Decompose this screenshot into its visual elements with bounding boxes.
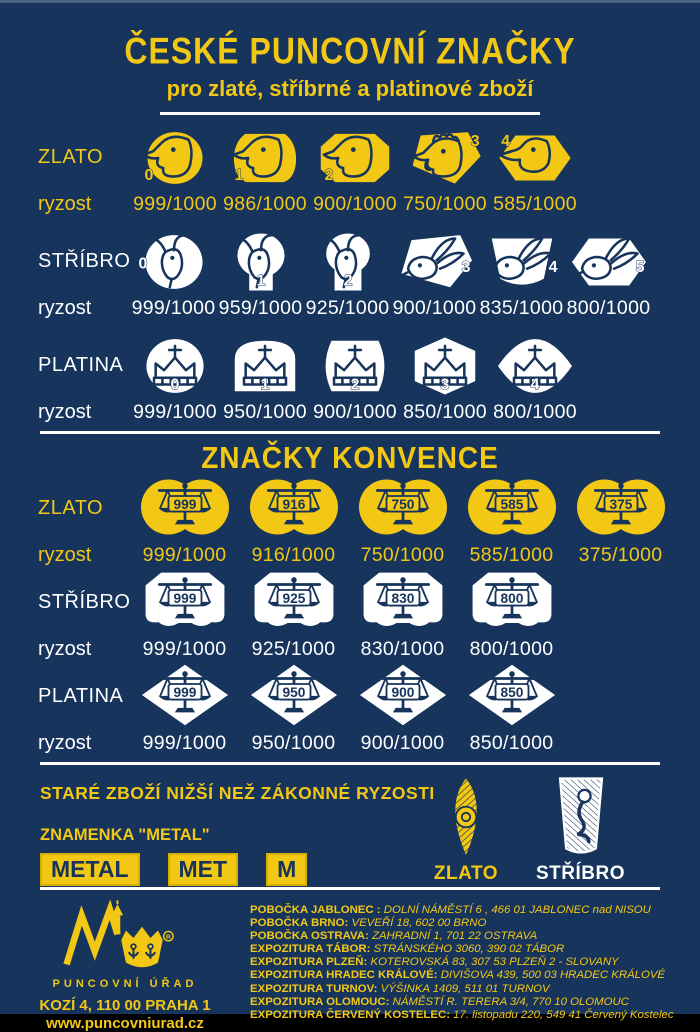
mark-number: 2: [324, 166, 334, 184]
stamp-box: [246, 570, 342, 634]
mark-cell: [478, 229, 565, 323]
mark-cell: [220, 125, 310, 219]
konvence-marks-table: [0, 476, 700, 758]
fineness-value: 900/1000: [360, 731, 445, 754]
old-silver-label: STŘÍBRO: [536, 863, 625, 884]
stamp-box: [393, 229, 477, 293]
hallmark-eagle-head-stamp: [313, 127, 397, 189]
hallmark-crown-stamp: [403, 335, 487, 397]
stamp-box: [355, 476, 451, 540]
stamp-box: [137, 570, 233, 634]
mark-cell: [239, 476, 348, 570]
hallmark-row-stříbro: [38, 219, 700, 323]
branch-address: VÝŠINKA 1409, 511 01 TURNOV: [380, 982, 550, 995]
hallmark-scales-stamp: [355, 662, 451, 728]
metal-mark-box: MET: [168, 853, 239, 886]
branch-list: [250, 896, 674, 1032]
row-labels: [38, 570, 130, 664]
mark-cell: [239, 570, 348, 664]
stamp-box: [493, 333, 577, 397]
branch-address: KOTEROVSKÁ 83, 307 53 PLZEŇ 2 - SLOVANY: [370, 956, 619, 969]
stamp-box: [480, 229, 564, 293]
fineness-value: 999/1000: [131, 296, 216, 319]
branch-item: [250, 917, 674, 930]
mark-number: 3: [470, 133, 480, 151]
hallmark-goat-head-stamp: [219, 231, 303, 293]
hallmark-crown-stamp: [493, 335, 577, 397]
section-divider: [40, 431, 660, 434]
mark-number: 800: [500, 590, 523, 606]
mark-cell: [217, 229, 304, 323]
hallmark-cells: [130, 229, 652, 323]
stamp-box: [464, 570, 560, 634]
fineness-value: 986/1000: [223, 192, 307, 215]
hallmark-hare-head-stamp: [480, 231, 564, 293]
branch-address: DOLNÍ NÁMĚSTÍ 6 , 466 01 JABLONEC nad NISOU: [383, 904, 651, 916]
hallmark-duck-head-stamp: [493, 127, 577, 189]
hallmark-hare-head-stamp: [567, 231, 651, 293]
mark-cell: [348, 476, 457, 570]
silver-trapezoid-stamp-icon: [550, 775, 612, 859]
mark-number: 4: [548, 259, 558, 277]
mark-number: 999: [173, 684, 196, 700]
hallmark-crown-stamp: [133, 335, 217, 397]
row-labels: [38, 333, 130, 427]
hallmark-row-stříbro: [38, 570, 700, 664]
metal-mark-box: METAL: [40, 853, 140, 886]
gold-marquise-stamp-icon: [437, 775, 495, 859]
hallmark-scales-stamp: [464, 474, 560, 540]
stamp-box: [306, 229, 390, 293]
section-divider: [40, 762, 660, 765]
mark-number: 900: [391, 684, 414, 700]
mark-cell: [310, 125, 400, 219]
old-gold-mark: [434, 775, 498, 885]
org-address: KOZÍ 4, 110 00 PRAHA 1: [39, 997, 211, 1014]
branch-item: [250, 969, 674, 982]
mark-number: 999: [173, 496, 196, 512]
hallmark-eagle-head-stamp: [223, 127, 307, 189]
page-subtitle: pro zlaté, stříbrné a platinové zboží: [166, 76, 534, 101]
mark-number: 2: [350, 376, 360, 394]
hallmark-scales-stamp: [246, 568, 342, 634]
mark-number: 925: [282, 590, 305, 606]
fineness-value: 950/1000: [251, 731, 336, 754]
svg-text:R: R: [165, 934, 171, 941]
mark-cell: [400, 333, 490, 427]
stamp-box: [464, 664, 560, 728]
page-title: ČESKÉ PUNCOVNÍ ZNAČKY: [124, 30, 576, 72]
stamp-box: [223, 333, 307, 397]
branch-name: EXPOZITURA OLOMOUC:: [250, 995, 390, 1008]
fineness-value: 916/1000: [251, 543, 336, 566]
metal-row-label: STŘÍBRO: [38, 249, 131, 272]
stamp-box: [223, 125, 307, 189]
hallmark-scales-stamp: [137, 474, 233, 540]
metal-row-label: PLATINA: [38, 684, 124, 707]
branch-address: VEVEŘÍ 18, 602 00 BRNO: [351, 917, 487, 930]
fineness-value: 950/1000: [223, 400, 307, 423]
konvence-title: ZNAČKY KONVENCE: [201, 440, 499, 475]
fineness-value: 999/1000: [133, 192, 217, 215]
branch-item: [250, 930, 674, 943]
stamp-box: [137, 476, 233, 540]
branch-item: [250, 1009, 674, 1022]
hallmark-row-platina: [38, 664, 700, 758]
hallmark-cells: [130, 476, 675, 570]
metal-subheading: ZNAMENKA "METAL": [40, 826, 210, 844]
stamp-box: [313, 125, 397, 189]
fineness-value: 959/1000: [218, 296, 303, 319]
assay-office-identity: [0, 896, 250, 1032]
hallmark-scales-stamp: [355, 568, 451, 634]
hallmark-cells: [130, 125, 580, 219]
hallmark-crown-stamp: [313, 335, 397, 397]
fineness-value: 925/1000: [305, 296, 390, 319]
ryzost-label: ryzost: [38, 637, 92, 660]
row-labels: [38, 125, 130, 219]
mark-number: 1: [260, 376, 270, 394]
header: [0, 3, 700, 115]
branch-item: [250, 943, 674, 956]
fineness-value: 375/1000: [578, 543, 663, 566]
fineness-value: 585/1000: [469, 543, 554, 566]
stamp-box: [403, 125, 487, 189]
mark-cell: [130, 125, 220, 219]
ryzost-label: ryzost: [38, 731, 92, 754]
fineness-value: 830/1000: [360, 637, 445, 660]
branch-address: ZAHRADNÍ 1, 701 22 OSTRAVA: [371, 930, 538, 943]
branch-name: POBOČKA JABLONEC :: [250, 904, 381, 916]
branch-name: EXPOZITURA PLZEŇ:: [250, 956, 368, 969]
stamp-box: [246, 476, 342, 540]
hallmark-scales-stamp: [464, 568, 560, 634]
hallmark-cells: [130, 333, 580, 427]
fineness-value: 999/1000: [142, 731, 227, 754]
mark-number: 999: [173, 590, 196, 606]
section-divider: [40, 887, 660, 890]
mark-cell: [490, 125, 580, 219]
mark-number: 585: [500, 496, 523, 512]
fineness-value: 999/1000: [133, 400, 217, 423]
mark-cell: [490, 333, 580, 427]
mark-cell: [391, 229, 478, 323]
mark-cell: [457, 570, 566, 664]
mark-cell: [130, 476, 239, 570]
mark-number: 850: [500, 684, 523, 700]
ryzost-label: ryzost: [38, 400, 92, 423]
org-name: PUNCOVNÍ ÚŘAD: [52, 978, 198, 990]
old-silver-mark: [536, 775, 625, 885]
mark-cell: [130, 570, 239, 664]
old-goods-heading: STARÉ ZBOŽÍ NIŽŠÍ NEŽ ZÁKONNÉ RYZOSTI: [40, 783, 435, 803]
footer: [0, 896, 700, 1032]
stamp-box: [137, 664, 233, 728]
mark-number: 0: [137, 255, 147, 273]
mark-number: 3: [440, 376, 450, 394]
mark-cell: [400, 125, 490, 219]
branch-item: [250, 983, 674, 996]
mark-cell: [457, 664, 566, 758]
fineness-value: 900/1000: [313, 400, 397, 423]
fineness-value: 750/1000: [403, 192, 487, 215]
mark-cell: [310, 333, 400, 427]
metal-row-label: STŘÍBRO: [38, 590, 131, 613]
branch-address: 17. listopadu 220, 549 41 Červený Kostelec: [453, 1008, 674, 1021]
branch-item: [250, 956, 674, 969]
ryzost-label: ryzost: [38, 192, 92, 215]
mark-number: 0: [170, 376, 180, 394]
mark-cell: [130, 333, 220, 427]
row-labels: [38, 229, 130, 323]
fineness-value: 750/1000: [360, 543, 445, 566]
mark-number: 3: [461, 259, 471, 277]
fineness-value: 900/1000: [313, 192, 397, 215]
mark-cell: [566, 476, 675, 570]
mark-number: 950: [282, 684, 305, 700]
metal-row-label: PLATINA: [38, 353, 124, 376]
hallmark-scales-stamp: [137, 568, 233, 634]
fineness-value: 800/1000: [493, 400, 577, 423]
mark-number: 0: [144, 166, 154, 184]
fineness-value: 850/1000: [469, 731, 554, 754]
hallmark-scales-stamp: [137, 662, 233, 728]
mark-number: 4: [501, 133, 511, 151]
mark-number: 2: [343, 272, 352, 290]
fineness-value: 999/1000: [142, 543, 227, 566]
stamp-box: [403, 333, 487, 397]
hallmark-goat-head-stamp: [132, 231, 216, 293]
branch-address: DIVIŠOVA 439, 500 03 HRADEC KRÁLOVÉ: [440, 969, 666, 982]
hallmark-scales-stamp: [464, 662, 560, 728]
branch-name: POBOČKA OSTRAVA:: [250, 930, 369, 943]
mark-number: 375: [609, 496, 632, 512]
assay-office-logo-icon: [59, 902, 191, 976]
hallmark-goat-head-stamp: [306, 231, 390, 293]
mark-number: 5: [635, 259, 645, 277]
national-marks-table: [0, 115, 700, 427]
mark-cell: [304, 229, 391, 323]
mark-number: 830: [391, 590, 414, 606]
hallmark-scales-stamp: [246, 474, 342, 540]
stamp-box: [219, 229, 303, 293]
stamp-box: [464, 476, 560, 540]
branch-name: EXPOZITURA TÁBOR:: [250, 943, 371, 956]
ryzost-label: ryzost: [38, 543, 92, 566]
branch-address: STRÁNSKÉHO 3060, 390 02 TÁBOR: [373, 943, 565, 956]
org-website-link[interactable]: www.puncovniurad.cz: [46, 1015, 204, 1032]
mark-cell: [130, 229, 217, 323]
fineness-value: 800/1000: [469, 637, 554, 660]
stamp-box: [355, 570, 451, 634]
mark-number: 4: [530, 376, 540, 394]
row-labels: [38, 476, 130, 570]
mark-cell: [220, 333, 310, 427]
row-labels: [38, 664, 130, 758]
old-gold-label: ZLATO: [433, 863, 498, 884]
fineness-value: 800/1000: [566, 296, 651, 319]
mark-cell: [348, 570, 457, 664]
stamp-box: [355, 664, 451, 728]
mark-cell: [130, 664, 239, 758]
hallmark-rooster-head-stamp: [403, 127, 487, 189]
hallmark-row-zlato: [38, 115, 700, 219]
fineness-value: 850/1000: [403, 400, 487, 423]
mark-number: 1: [234, 166, 244, 184]
branch-name: EXPOZITURA HRADEC KRÁLOVÉ:: [250, 969, 438, 982]
old-goods-marks: [434, 775, 625, 885]
branch-name: EXPOZITURA ČERVENÝ KOSTELEC:: [250, 1008, 450, 1021]
stamp-box: [133, 125, 217, 189]
branch-item: [250, 996, 674, 1009]
mark-number: 750: [391, 496, 414, 512]
mark-number: 1: [256, 272, 265, 290]
hallmark-cells: [130, 664, 566, 758]
hallmark-row-platina: [38, 323, 700, 427]
hallmark-crown-stamp: [223, 335, 307, 397]
fineness-value: 585/1000: [493, 192, 577, 215]
mark-cell: [348, 664, 457, 758]
hallmark-scales-stamp: [246, 662, 342, 728]
stamp-box: [313, 333, 397, 397]
fineness-value: 900/1000: [392, 296, 477, 319]
stamp-box: [133, 333, 217, 397]
branch-name: EXPOZITURA TURNOV:: [250, 982, 378, 995]
metal-mark-box: M: [266, 853, 307, 886]
stamp-box: [573, 476, 669, 540]
ryzost-label: ryzost: [38, 296, 92, 319]
fineness-value: 835/1000: [479, 296, 564, 319]
mark-cell: [457, 476, 566, 570]
hallmark-eagle-head-stamp: [133, 127, 217, 189]
hallmark-hare-head-stamp: [393, 231, 477, 293]
hallmark-scales-stamp: [355, 474, 451, 540]
hallmark-cells: [130, 570, 566, 664]
metal-row-label: ZLATO: [38, 496, 104, 519]
metal-row-label: ZLATO: [38, 145, 104, 168]
old-goods-section: [40, 771, 700, 883]
mark-number: 916: [282, 496, 305, 512]
mark-cell: [565, 229, 652, 323]
branch-name: POBOČKA BRNO:: [250, 917, 349, 930]
hallmark-scales-stamp: [573, 474, 669, 540]
stamp-box: [567, 229, 651, 293]
stamp-box: [246, 664, 342, 728]
stamp-box: [132, 229, 216, 293]
mark-cell: [239, 664, 348, 758]
hallmark-row-zlato: [38, 476, 700, 570]
fineness-value: 925/1000: [251, 637, 336, 660]
stamp-box: [493, 125, 577, 189]
branch-item: [250, 904, 674, 917]
branch-address: NÁMĚSTÍ R. TERERA 3/4, 770 10 OLOMOUC: [392, 995, 629, 1008]
fineness-value: 999/1000: [142, 637, 227, 660]
